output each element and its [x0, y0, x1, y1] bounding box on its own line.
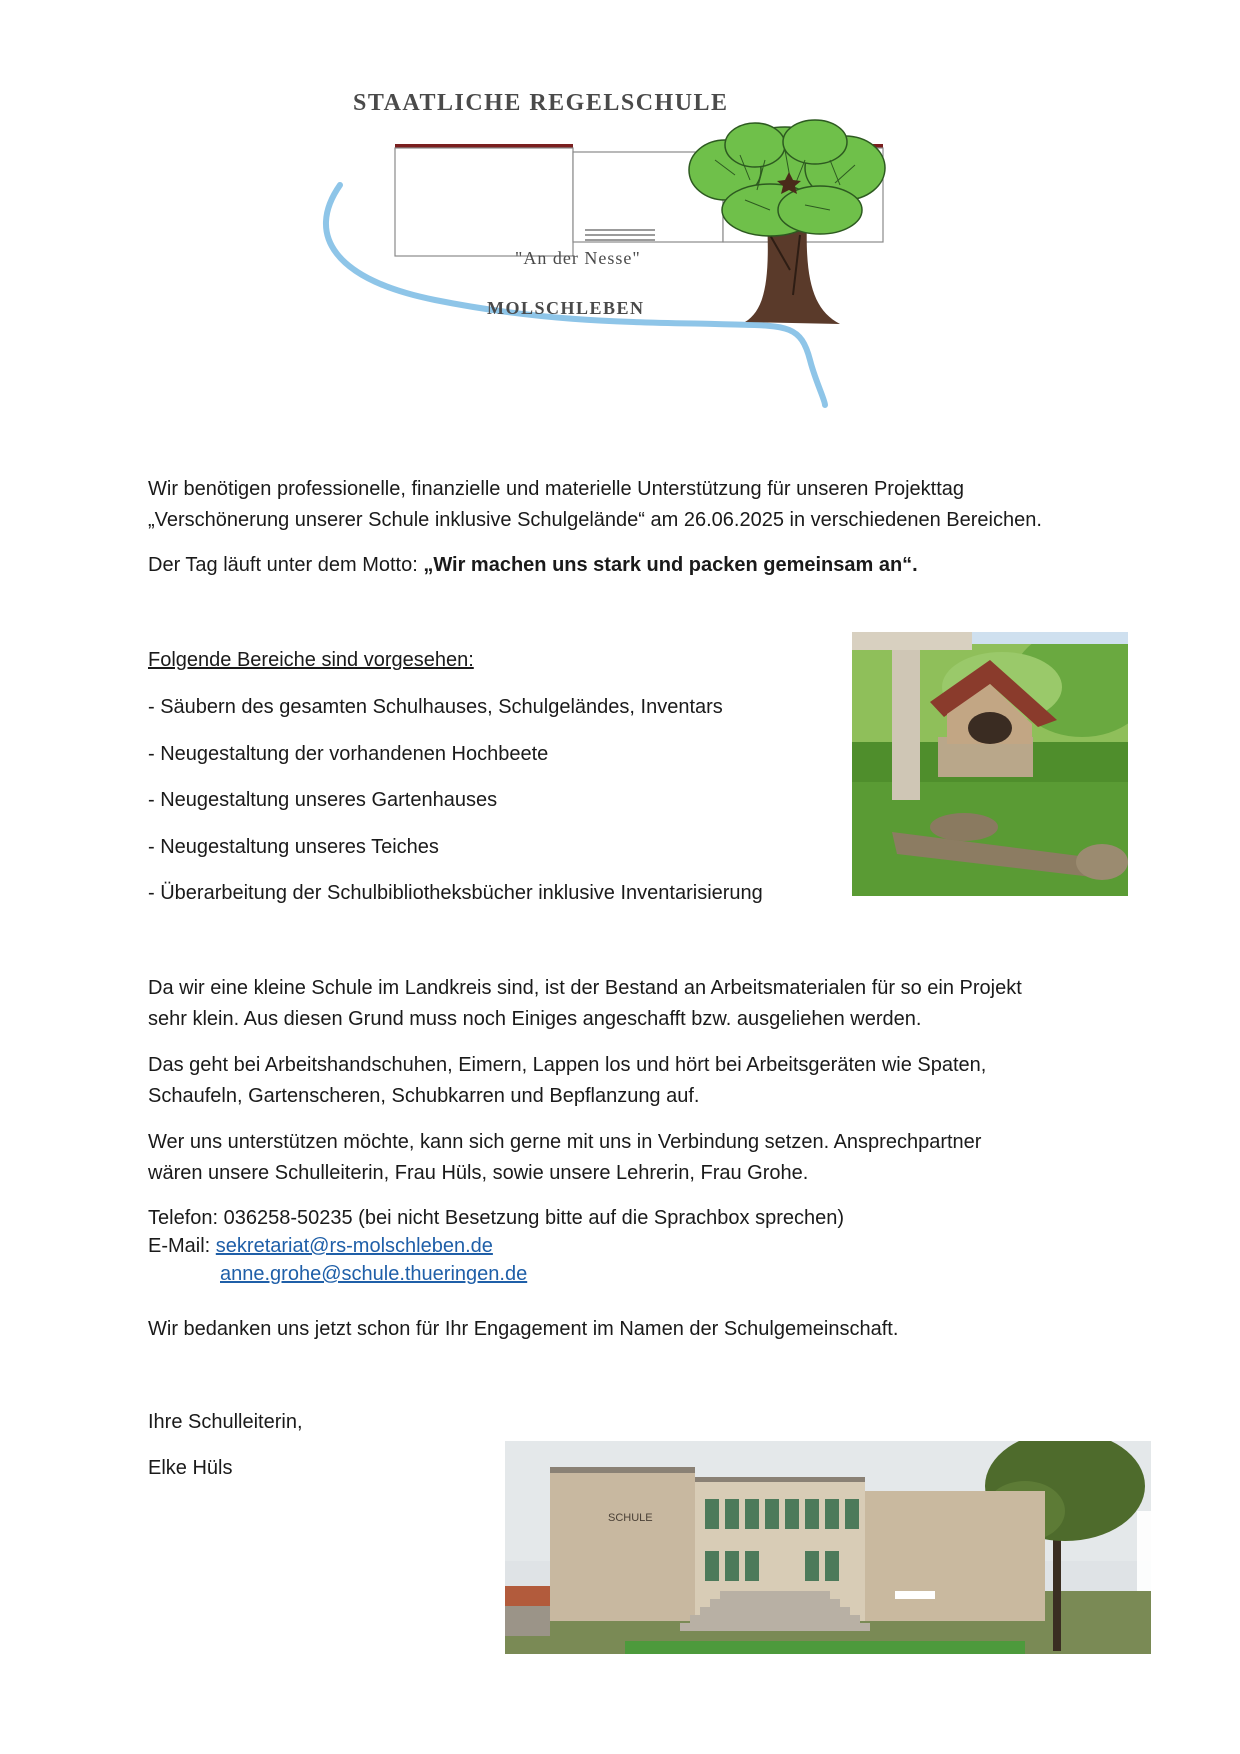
- list-item: - Neugestaltung unseres Gartenhauses: [148, 789, 498, 811]
- signature-role: Ihre Schulleiterin,: [148, 1411, 303, 1433]
- paragraph-line: Da wir eine kleine Schule im Landkreis sind, ist der Bestand an Arbeitsmaterialen für so ein Projekt: [148, 977, 1022, 999]
- list-item: - Säubern des gesamten Schulhauses, Schulgeländes, Inventars: [148, 696, 723, 718]
- school-building-photo: [505, 1441, 1151, 1654]
- paragraph-line: Schaufeln, Gartenscheren, Schubkarren und Bepflanzung auf.: [148, 1085, 700, 1107]
- motto-text: „Wir machen uns stark und packen gemeinsam an“.: [423, 554, 918, 576]
- paragraph-line: Das geht bei Arbeitshandschuhen, Eimern, Lappen los und hört bei Arbeitsgeräten wie Spaten,: [148, 1054, 987, 1076]
- intro-line-2: „Verschönerung unserer Schule inklusive Schulgelände“ am 26.06.2025 in verschiedenen Bereichen.: [148, 509, 1042, 531]
- phone-line: Telefon: 036258-50235 (bei nicht Besetzung bitte auf die Sprachbox sprechen): [148, 1207, 845, 1229]
- list-item: - Überarbeitung der Schulbibliotheksbücher inklusive Inventarisierung: [148, 882, 763, 904]
- email-link-sekretariat[interactable]: sekretariat@rs-molschleben.de: [215, 1235, 493, 1257]
- tools-paragraph: [148, 1050, 1108, 1112]
- logo-town: MOLSCHLEBEN: [487, 298, 645, 318]
- logo-subtitle: "An der Nesse": [515, 248, 641, 268]
- paragraph-line: sehr klein. Aus diesen Grund muss noch Einiges angeschafft bzw. ausgeliehen werden.: [148, 1008, 922, 1030]
- email-link-grohe[interactable]: anne.grohe@schule.thueringen.de: [220, 1263, 528, 1285]
- email-line: [148, 1232, 1108, 1260]
- school-logo: [245, 60, 965, 420]
- list-item: - Neugestaltung unseres Teiches: [148, 835, 439, 858]
- thanks-line: Wir bedanken uns jetzt schon für Ihr Engagement im Namen der Schulgemeinschaft.: [148, 1318, 899, 1340]
- signature-name: Elke Hüls: [148, 1457, 233, 1479]
- email-line-2: [148, 1260, 1108, 1288]
- intro-line-1: Wir benötigen professionelle, finanzielle und materielle Unterstützung für unseren Projekttag: [148, 478, 965, 500]
- motto-paragraph: [148, 550, 1108, 581]
- paragraph-line: Wer uns unterstützen möchte, kann sich gerne mit uns in Verbindung setzen. Ansprechpartner: [148, 1131, 982, 1153]
- logo-title: STAATLICHE REGELSCHULE: [353, 90, 729, 116]
- list-item: - Neugestaltung der vorhandenen Hochbeete: [148, 742, 549, 765]
- paragraph-line: wären unsere Schulleiterin, Frau Hüls, sowie unsere Lehrerin, Frau Grohe.: [148, 1162, 809, 1184]
- areas-heading: Folgende Bereiche sind vorgesehen:: [148, 649, 474, 671]
- email-label: E-Mail:: [148, 1235, 216, 1257]
- motto-prefix: Der Tag läuft unter dem Motto:: [148, 554, 424, 576]
- areas-list: [148, 692, 828, 925]
- materials-paragraph: [148, 973, 1108, 1035]
- contact-persons-paragraph: [148, 1127, 1108, 1189]
- contact-block: [148, 1204, 1108, 1288]
- garden-oven-photo: [852, 632, 1128, 896]
- building-sign: SCHULE: [608, 1512, 653, 1524]
- intro-paragraph: [148, 474, 1108, 536]
